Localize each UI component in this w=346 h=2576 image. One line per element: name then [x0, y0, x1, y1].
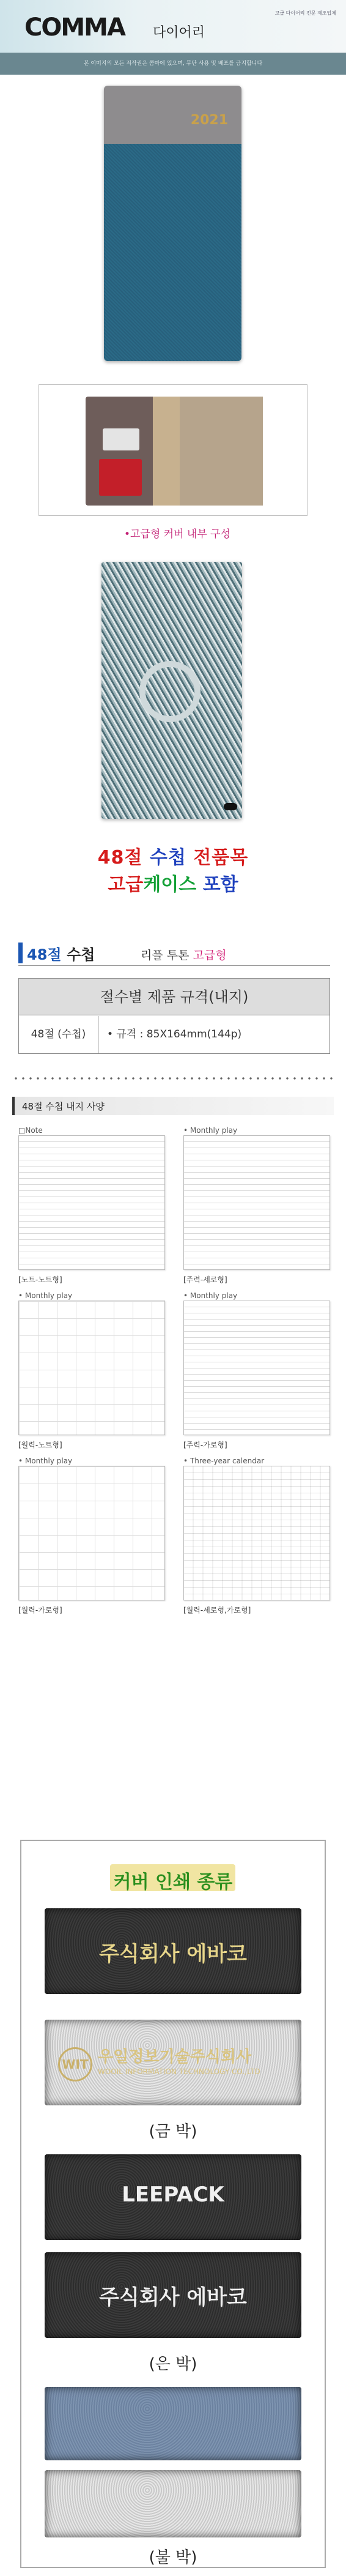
page-thumbnail — [183, 1135, 330, 1270]
foil-label-gold: (금 박) — [149, 2122, 197, 2141]
wit-company-english: WOOIL INFORMATION TECHNOLOGY CO.,LTD — [98, 2067, 260, 2076]
brand-logo[interactable]: COMMA — [24, 13, 125, 42]
title-grade: 고급형 — [193, 949, 227, 962]
page-thumbnail — [18, 1301, 165, 1435]
card-slot — [103, 428, 139, 450]
promo-line-2 — [0, 869, 346, 896]
brand-subtitle: 다이어리 — [153, 25, 205, 40]
diary-year: 2021 — [190, 113, 228, 128]
case-tag — [224, 803, 237, 810]
promo-included: 포함 — [202, 874, 238, 895]
page-label: • Monthly play — [18, 1291, 73, 1300]
foil-sample-silver-text: LEEPACK — [122, 2182, 224, 2207]
page-label: • Three-year calendar — [183, 1457, 265, 1465]
promo-premium: 고급 — [108, 874, 144, 895]
dotted-divider — [12, 1077, 334, 1080]
page-caption: [월력-노트형] — [18, 1441, 62, 1449]
copyright-strip: 본 이미지의 모든 저작권은 콤마에 있으며, 무단 사용 및 배포를 금지합니다 — [0, 53, 346, 75]
promo-case: 케이스 — [143, 874, 197, 895]
spec-dimension-cell: • 규격 : 85X164mm(144p) — [107, 1028, 242, 1040]
section-title — [27, 943, 95, 964]
title-marker — [18, 943, 23, 963]
title-name: 수첩 — [66, 946, 95, 963]
diary-closed-photo — [104, 86, 241, 361]
wit-company-name: 우일정보기술주식회사 — [98, 2048, 252, 2066]
foil-sample-silver-text: 주식회사 에바코 — [99, 2285, 247, 2310]
page-label: • Monthly play — [183, 1126, 238, 1135]
page-thumbnail — [183, 1301, 330, 1435]
spec-table-head: 절수별 제품 규격(내지) — [19, 979, 329, 1015]
wit-logo-icon: WIT — [58, 2047, 92, 2081]
title-size: 48절 — [27, 946, 62, 963]
foil-label-blind: (불 박) — [149, 2548, 197, 2567]
page-thumbnail — [18, 1135, 165, 1270]
page-label: □Note — [18, 1126, 43, 1135]
page-thumbnail — [18, 1466, 165, 1600]
inner-cover-right — [176, 397, 263, 506]
foil-sample-blind-1 — [45, 2387, 301, 2460]
section-subtitle — [141, 946, 227, 963]
page-caption: [노트-노트형] — [18, 1275, 62, 1284]
foil-sample-blind-2 — [45, 2470, 301, 2537]
case-emblem-icon — [139, 661, 201, 722]
page-thumbnail — [183, 1466, 330, 1600]
pen-holder — [153, 397, 180, 506]
promo-line-1 — [0, 842, 346, 869]
page-caption: [주력-세로형] — [183, 1275, 227, 1284]
spec-size-cell: 48절 (수첩) — [19, 1016, 98, 1053]
promo-size: 48절 — [97, 847, 143, 868]
promo-notebook: 수첩 — [149, 847, 186, 868]
card-slot — [99, 459, 142, 496]
foil-label-silver: (은 박) — [149, 2355, 197, 2373]
page-caption: [월력-세로형,가로형] — [183, 1606, 251, 1615]
foil-sample-gold-text: 주식회사 에바코 — [99, 1942, 247, 1966]
page-caption: [월력-가로형] — [18, 1606, 62, 1615]
inner-spec-title: 48절 수첩 내지 사양 — [22, 1101, 105, 1112]
title-series: 리플 투톤 — [141, 949, 190, 962]
page-label: • Monthly play — [18, 1457, 73, 1465]
foil-title: 커버 인쇄 종류 — [113, 1872, 233, 1893]
inner-caption: •고급형 커버 내부 구성 — [123, 528, 231, 540]
promo-all-items: 전품목 — [193, 847, 249, 868]
page-label: • Monthly play — [183, 1291, 238, 1300]
page-caption: [주력-가로형] — [183, 1441, 227, 1449]
header-note: 고급 다이어리 전문 제조업체 — [274, 10, 336, 16]
